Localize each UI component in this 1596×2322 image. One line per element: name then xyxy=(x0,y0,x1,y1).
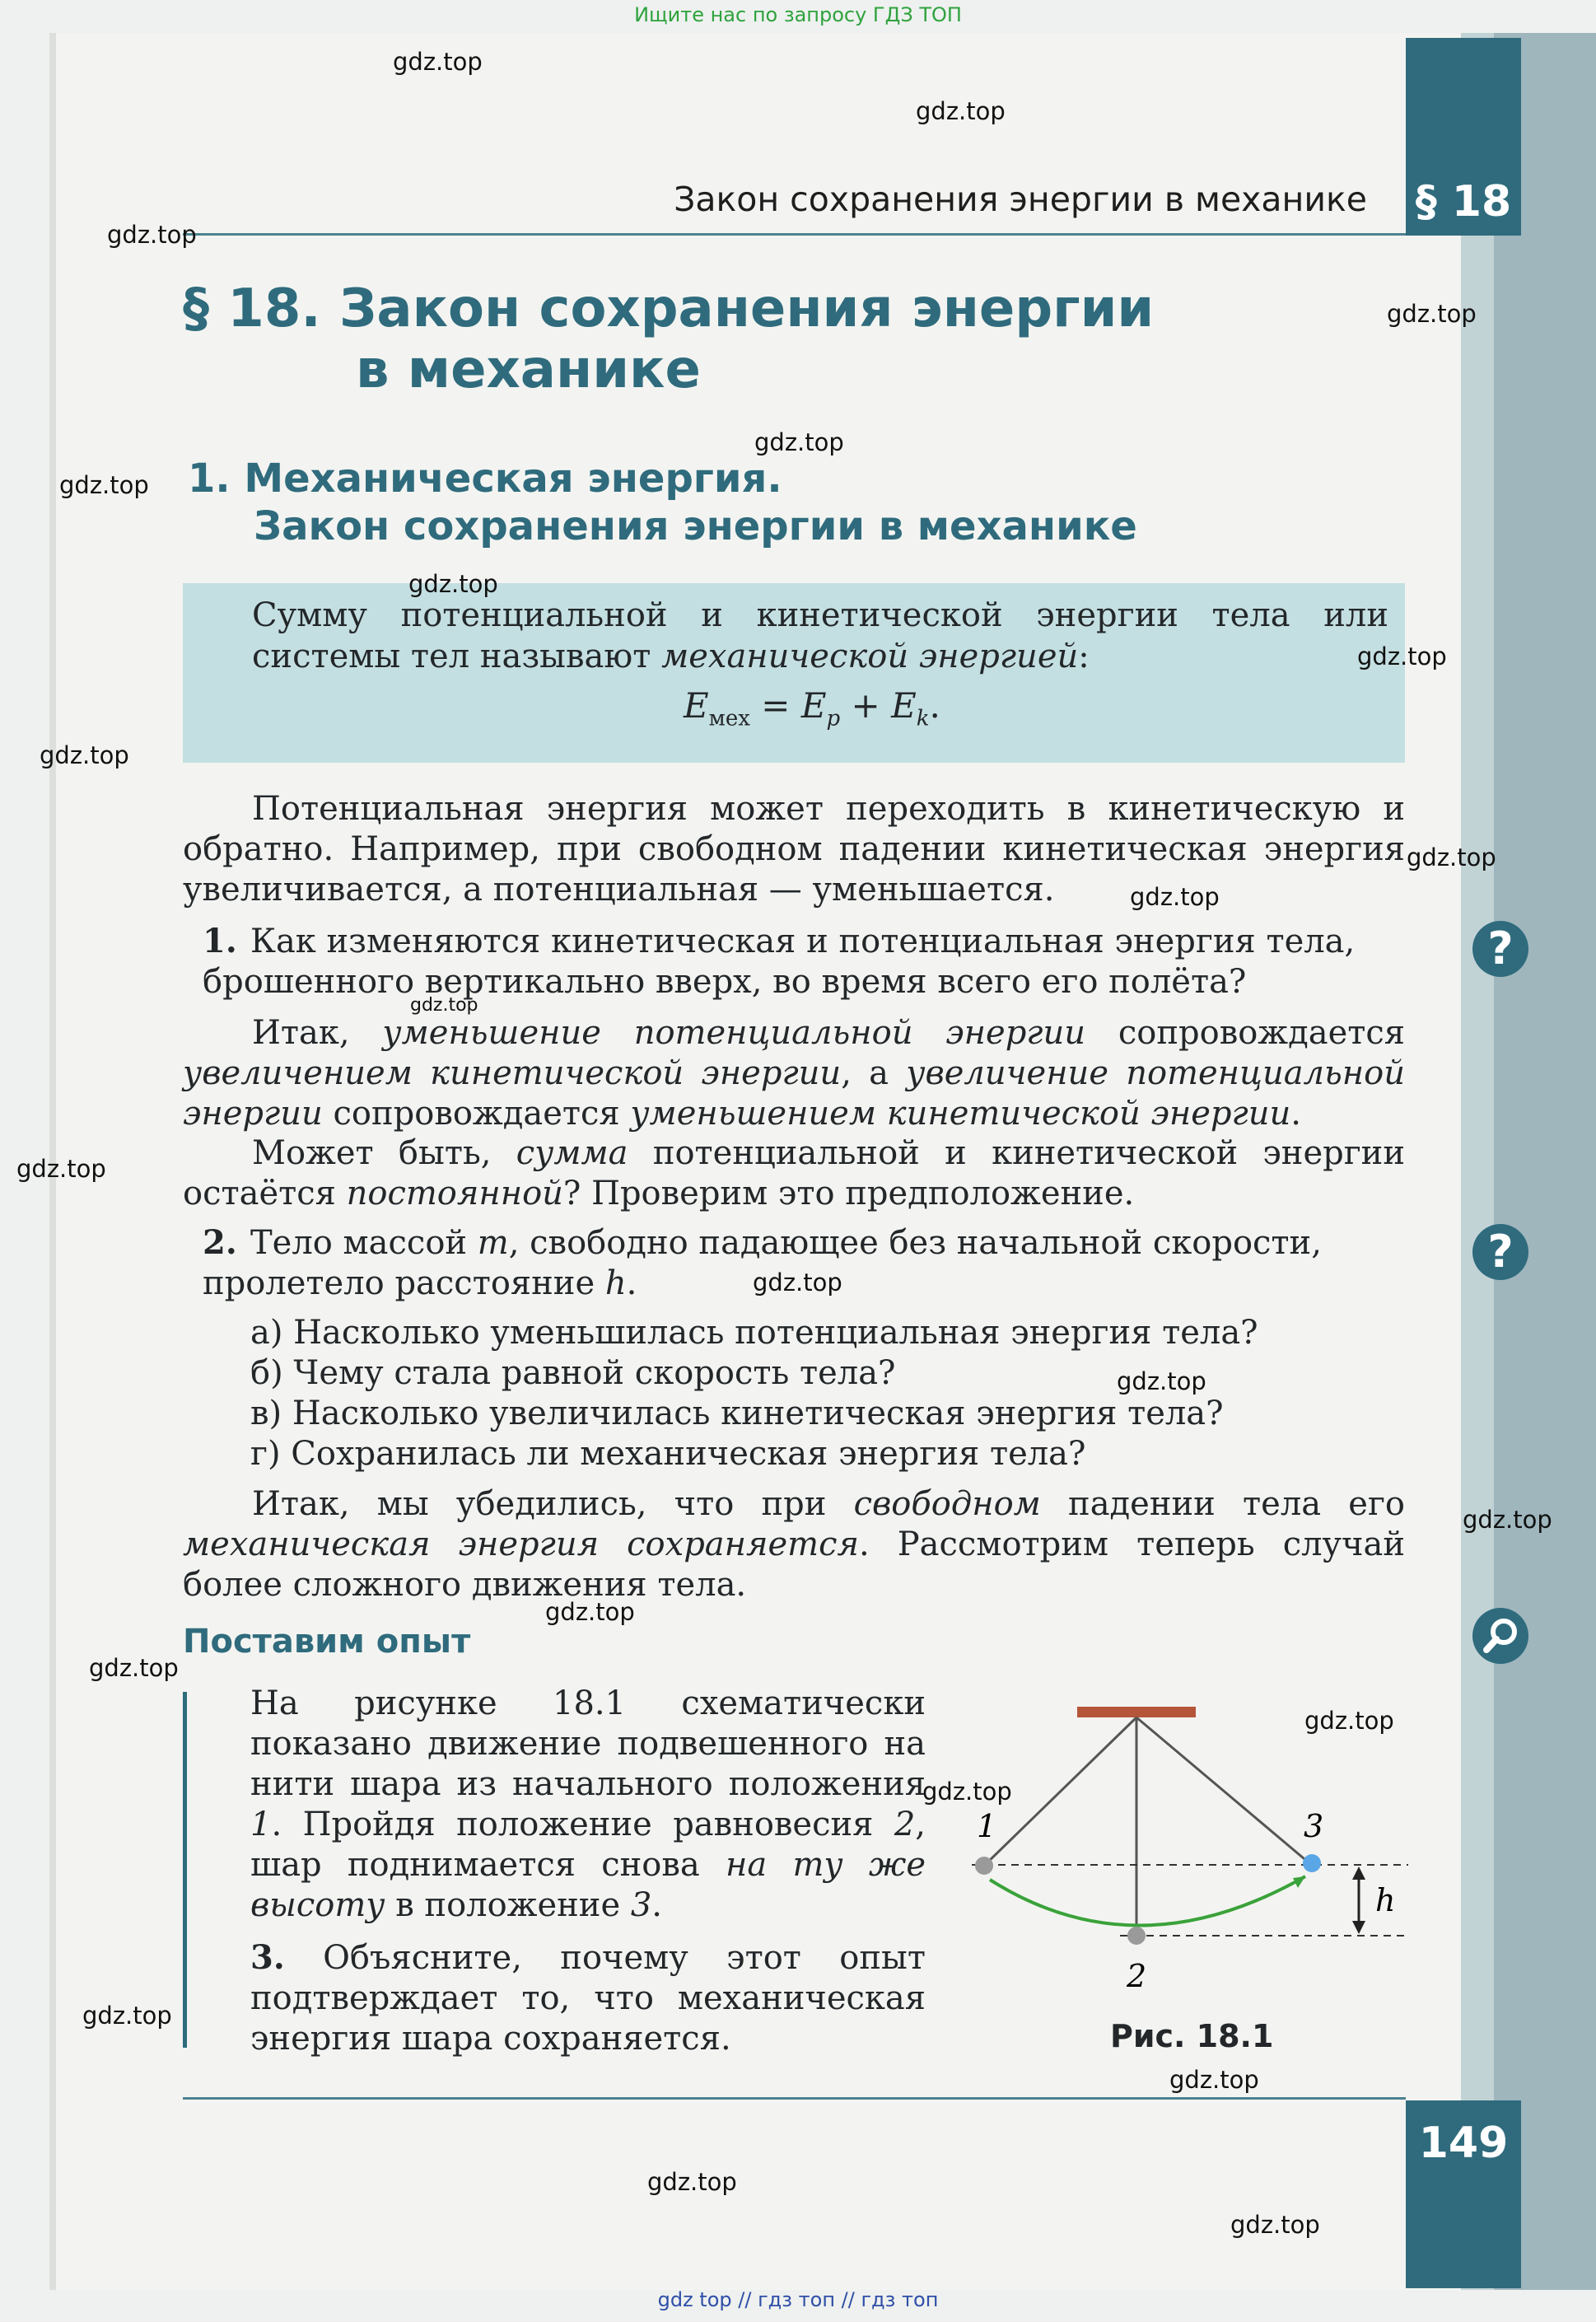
label-1: 1 xyxy=(977,1808,997,1844)
subsection-title xyxy=(188,455,1137,550)
watermark: gdz.top xyxy=(16,1155,106,1183)
watermark: gdz.top xyxy=(1117,1367,1206,1395)
pendulum-figure xyxy=(955,1697,1416,2043)
experiment-heading: Поставим опыт xyxy=(183,1623,471,1661)
question-icon: ? xyxy=(1472,1224,1528,1280)
question-3-number: 3. xyxy=(250,1938,285,1977)
subquestion-a: а) Насколько уменьшилась потенциальная энергия тела? xyxy=(250,1314,1258,1352)
subquestion-d: г) Сохранилась ли механическая энергия тела? xyxy=(250,1435,1086,1473)
watermark: gdz.top xyxy=(1357,642,1447,670)
question-icon: ? xyxy=(1472,921,1528,977)
watermark: gdz.top xyxy=(754,428,844,456)
definition-text-b: : xyxy=(1078,638,1090,675)
watermark: gdz.top xyxy=(1387,300,1477,328)
watermark: gdz.top xyxy=(1169,2066,1259,2094)
subsection-title-line2: Закон сохранения энергии в механике xyxy=(254,503,1137,549)
watermark: gdz.top xyxy=(408,570,498,598)
question-1 xyxy=(203,921,1405,1002)
header-rule xyxy=(183,233,1406,236)
ball-position-1 xyxy=(975,1857,993,1875)
watermark: gdz.top xyxy=(647,2168,737,2196)
energy-formula: $E_{мех} = E_p + E_k$. xyxy=(684,685,940,731)
watermark: gdz.top xyxy=(545,1598,635,1626)
watermark: gdz.top xyxy=(410,995,478,1016)
definition-text xyxy=(252,595,1388,677)
watermark: gdz.top xyxy=(1304,1707,1394,1735)
ball-position-3 xyxy=(1303,1854,1321,1872)
pendulum-support xyxy=(1077,1707,1196,1717)
label-2: 2 xyxy=(1127,1958,1147,1994)
paragraph-1: Потенциальная энергия может переходить в кинетическую и обратно. Например, при свободном падении кинетическая энергия увеличивается, а потенциальная — уменьшается. xyxy=(183,790,1405,909)
question-1-number: 1. xyxy=(203,922,237,960)
watermark: gdz.top xyxy=(1130,883,1220,911)
section-tab-label: § 18 xyxy=(1415,177,1512,227)
label-h: h xyxy=(1375,1882,1396,1918)
experiment-text: На рисунке 18.1 схематически показано движение подвешенного на нити шара из начального положения 1. Пройдя положение равновесия 2, шар поднимается снова на ту же высоту в положение 3. xyxy=(250,1684,926,1924)
section-title-line1: § 18. Закон сохранения энергии xyxy=(183,278,1155,339)
section-title-line2: в механике xyxy=(356,339,701,400)
watermark: gdz.top xyxy=(1463,1506,1552,1534)
bottom-banner[interactable]: gdz top // гдз топ // гдз топ xyxy=(657,2288,939,2311)
magnifier-icon xyxy=(1472,1608,1528,1664)
paragraph-4: Итак, мы убедились, что при свободном падении тела его механическая энергия сохраняется. Рассмотрим теперь случай более сложного движения тела. xyxy=(183,1485,1405,1604)
figure-caption: Рис. 18.1 xyxy=(1110,2018,1274,2054)
watermark: gdz.top xyxy=(82,2002,172,2030)
watermark: gdz.top xyxy=(89,1654,179,1682)
watermark: gdz.top xyxy=(916,97,1006,125)
question-1-text: Как изменяются кинетическая и потенциальная энергия тела, брошенного вертикально вверх, во время всего его полёта? xyxy=(203,923,1356,1001)
watermark: gdz.top xyxy=(1230,2211,1320,2239)
watermark: gdz.top xyxy=(40,741,129,769)
subquestion-b: б) Чему стала равной скорость тела? xyxy=(250,1354,896,1392)
subsection-title-line1: 1. Механическая энергия. xyxy=(188,456,782,502)
experiment-bar xyxy=(183,1692,187,2048)
paragraph-2: Итак, уменьшение потенциальной энергии сопровождается увеличением кинетической энергии, а увеличение потенциальной энергии сопровождается уменьшением кинетической энергии. xyxy=(183,1014,1406,1133)
label-3: 3 xyxy=(1304,1808,1324,1844)
question-2-number: 2. xyxy=(203,1223,237,1262)
subquestion-c: в) Насколько увеличилась кинетическая энергия тела? xyxy=(250,1395,1224,1432)
watermark: gdz.top xyxy=(59,471,149,499)
watermark: gdz.top xyxy=(753,1268,842,1296)
paragraph-3: Может быть, сумма потенциальной и кинетической энергии остаётся постоянной? Проверим это предположение. xyxy=(183,1134,1406,1212)
watermark: gdz.top xyxy=(1407,843,1496,871)
watermark: gdz.top xyxy=(393,48,483,76)
ball-trajectory xyxy=(990,1876,1305,1926)
question-3 xyxy=(250,1937,926,2059)
watermark: gdz.top xyxy=(922,1778,1012,1806)
section-title xyxy=(183,278,1154,400)
watermark: gdz.top xyxy=(107,221,197,249)
question-3-text: Объясните, почему этот опыт подтверждает то, что механическая энергия шара сохраняется. xyxy=(250,1939,926,2058)
page-number: 149 xyxy=(1418,2119,1509,2168)
margin-band-light xyxy=(1461,33,1494,2290)
footer-rule xyxy=(183,2097,1406,2100)
ball-position-2 xyxy=(1127,1927,1146,1945)
definition-term: механической энергией xyxy=(661,638,1079,675)
thread-position-3 xyxy=(1136,1717,1309,1863)
running-head: Закон сохранения энергии в механике xyxy=(674,180,1367,219)
definition-text-a: Сумму потенциальной и кинетической энергии тела или системы тел называют xyxy=(252,596,1388,675)
question-2: 2. Тело массой m, свободно падающее без начальной скорости, пролетело расстояние h. xyxy=(203,1223,1322,1302)
top-banner[interactable]: Ищите нас по запросу ГДЗ ТОП xyxy=(634,3,962,26)
